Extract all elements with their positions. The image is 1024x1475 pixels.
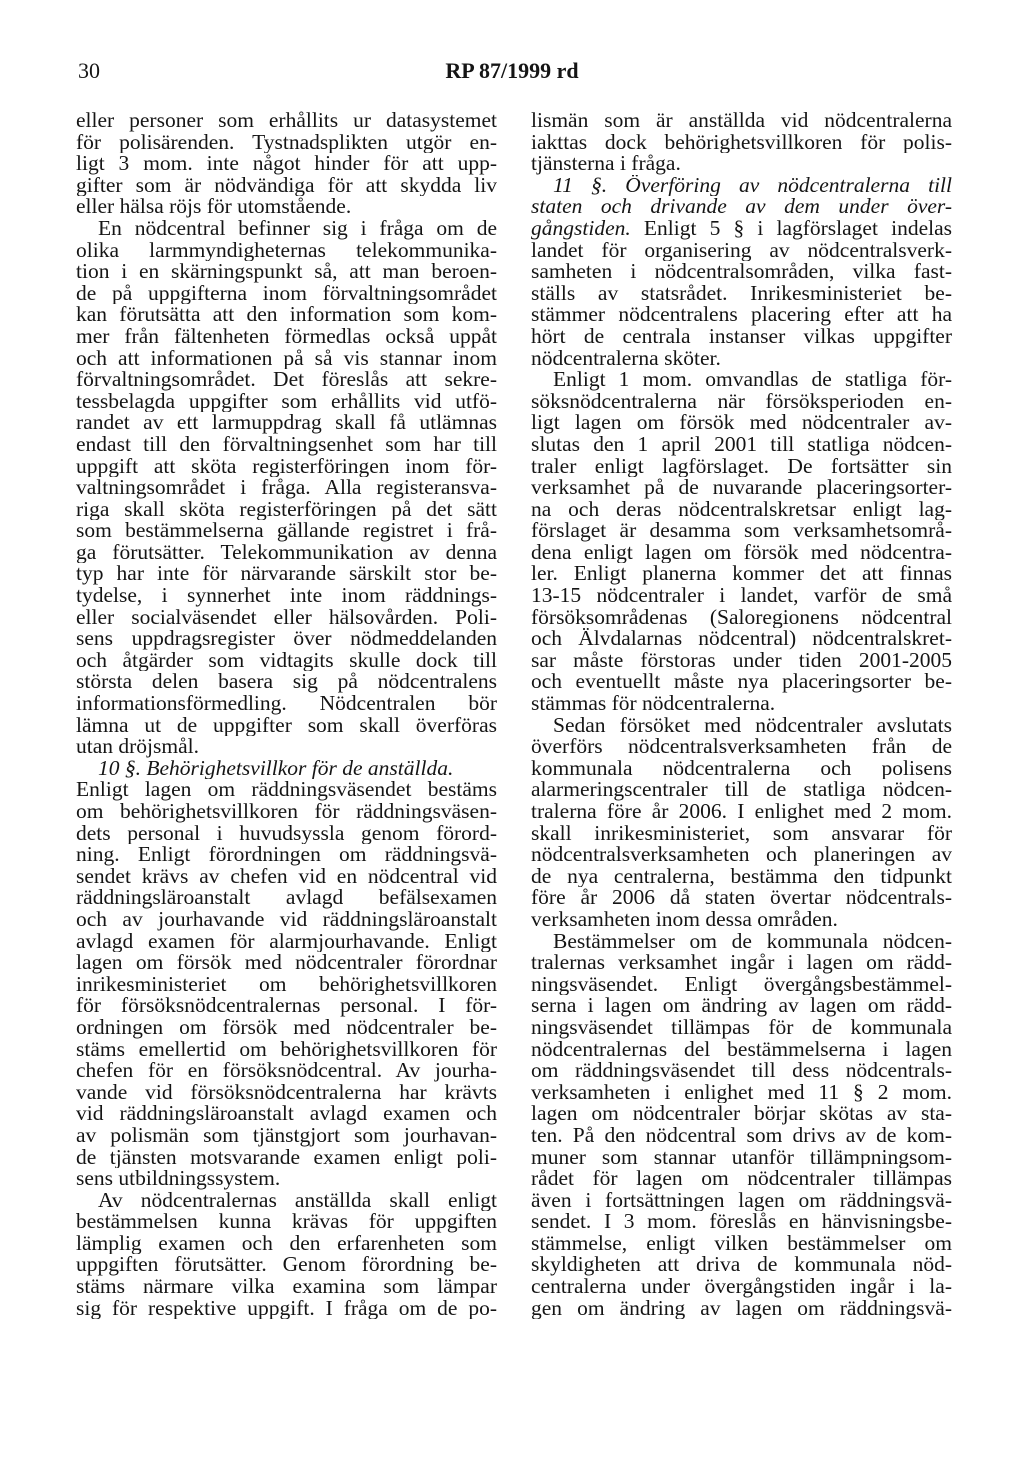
text-line: förslaget är desamma som verksamhetsområ-	[531, 520, 952, 542]
text-line: stämmas för nödcentralerna.	[531, 693, 776, 715]
text-line: största delen basera sig på nödcentralens	[76, 671, 497, 694]
text-line: lagen om nödcentraler börjar skötas av sta-	[531, 1103, 952, 1125]
text-line: sendet krävs av chefen vid en nödcentral vid	[76, 865, 497, 888]
text-line: 13-15 nödcentraler i landet, varför de små	[531, 585, 952, 607]
text-line: räddningsläroanstalt avlagd befälsexamen	[76, 887, 497, 909]
text-line: centralerna under övergångstiden ingår i la-	[531, 1276, 952, 1298]
text-line: valtningsområdet i fråga. Alla registeransva-	[76, 477, 497, 499]
text-line: stämmelse, enligt vilken bestämmelser om	[531, 1232, 952, 1255]
text-line: eller hälsa röjs för utomstående.	[76, 196, 352, 218]
text-line: före år 2006 då staten övertar nödcentrals-	[531, 887, 952, 909]
text-line: Enligt lagen om räddningsväsendet bestäms	[76, 779, 497, 801]
text-line: gångstiden. Enligt 5 § i lagförslaget indelas	[531, 217, 952, 240]
text-line: försöksområdenas (Saloregionens nödcentral	[531, 606, 952, 629]
text-line: verksamheten i enlighet med 11 § 2 mom.	[531, 1081, 952, 1104]
text-line: sens utbildningssystem.	[76, 1168, 281, 1190]
text-line: sar måste förstoras under tiden 2001-2005	[531, 649, 952, 672]
text-line: de nya centralerna, bestämma den tidpunkt	[531, 865, 952, 888]
text-line: staten och drivande av dem under över-	[531, 196, 952, 218]
text-line: skyldigheten att driva de kommunala nöd-	[531, 1254, 952, 1277]
left-column	[76, 110, 497, 1319]
text-line: randet av ett larmuppdrag skall få utlämnas	[76, 412, 497, 434]
text-line: nödcentralernas del bestämmelserna i lagen	[531, 1038, 952, 1061]
text-line: och Älvdalarnas nödcentral) nödcentralskret-	[531, 628, 952, 650]
text-line: och att informationen på så vis stannar inom	[76, 347, 497, 370]
text-line: vande vid försöksnödcentralerna har krävts	[76, 1081, 497, 1104]
text-line: sens uppdragsregister över nödmeddelanden	[76, 628, 497, 650]
text-line: dets personal i huvudsyssla genom förord-	[76, 822, 497, 845]
text-line: kommunala nödcentralerna och polisens	[531, 757, 952, 780]
text-line: ningsväsendet tillämpas för de kommunala	[531, 1016, 952, 1039]
text-line: ligt 3 mom. inte något hinder för att upp-	[76, 153, 497, 175]
text-line: inrikesministeriet om behörighetsvillkoren	[76, 973, 497, 996]
text-line: söksnödcentralerna när försöksperioden en-	[531, 390, 952, 413]
text-line: stäms närmare vilka examina som lämpar	[76, 1276, 497, 1298]
text-line: samheten i nödcentralsområden, vilka fast-	[531, 261, 952, 283]
text-line: bestämmelsen kunna krävas för uppgiften	[76, 1211, 497, 1233]
page-number: 30	[78, 58, 100, 83]
text-line: verksamhet på de nuvarande placeringsorter-	[531, 477, 952, 499]
text-line: och åtgärder som vidtagits skulle dock till	[76, 649, 497, 672]
text-line: gifter som är nödvändiga för att skydda liv	[76, 174, 497, 197]
text-line: ligt lagen om försök med nödcentraler av-	[531, 412, 952, 434]
text-line: 11 §. Överföring av nödcentralerna till	[553, 174, 952, 197]
text-line: Enligt 1 mom. omvandlas de statliga för-	[553, 369, 952, 391]
page-header	[0, 58, 1024, 88]
text-line: olika larmmyndigheternas telekommunika-	[76, 239, 497, 262]
text-line: vid räddningsläroanstalt avlagd examen och	[76, 1103, 497, 1125]
text-line: av polismän som tjänstgjort som jourhavan-	[76, 1124, 497, 1147]
text-line: Bestämmelser om de kommunala nödcen-	[553, 930, 952, 953]
text-line: tralerna före år 2006. I enlighet med 2 mom.	[531, 801, 952, 823]
text-line: ga förutsätter. Telekommunikation av denna	[76, 541, 497, 564]
text-line: traler enligt lagförslaget. De fortsätter sin	[531, 455, 952, 478]
text-line: gen om ändring av lagen om räddningsvä-	[531, 1297, 952, 1320]
text-line: iakttas dock behörighetsvillkoren för polis-	[531, 131, 952, 154]
text-line: lämna ut de uppgifter som skall överföras	[76, 714, 497, 737]
text-line: dena enligt lagen om försök med nödcentra-	[531, 541, 952, 564]
text-line: informationsförmedling. Nödcentralen bör	[76, 693, 497, 715]
text-line: nödcentralerna sköter.	[531, 347, 721, 370]
text-line: lagen om försök med nödcentraler förordnar	[76, 952, 497, 974]
text-line: sig för respektive uppgift. I fråga om de po-	[76, 1297, 497, 1320]
text-line: om behörighetsvillkoren för räddningsväsen-	[76, 801, 497, 823]
text-line: tralernas verksamhet ingår i lagen om rädd-	[531, 952, 952, 974]
text-line: och av jourhavande vid räddningsläroanstalt	[76, 908, 497, 931]
text-line: avlagd examen för alarmjourhavande. Enligt	[76, 930, 497, 953]
text-line: tion i en skärningspunkt så, att man beroen-	[76, 261, 497, 283]
text-line: ställs av statsrådet. Inrikesministeriet be-	[531, 282, 952, 305]
text-line: chefen för en försöksnödcentral. Av jourha-	[76, 1060, 497, 1082]
text-line: kan förutsätta att den information som kom-	[76, 304, 497, 326]
text-line: de på uppgifterna inom förvaltningsområdet	[76, 282, 497, 305]
text-line: ordningen om försök med nödcentraler be-	[76, 1016, 497, 1039]
text-line: endast till den förvaltningsenhet som har till	[76, 433, 497, 456]
text-line: rådet för lagen om nödcentraler tillämpas	[531, 1168, 952, 1190]
text-line: Av nödcentralernas anställda skall enligt	[98, 1189, 497, 1212]
text-line: ten. På den nödcentral som drivs av de kom-	[531, 1124, 952, 1147]
text-line: och eventuellt måste nya placeringsorter be-	[531, 671, 952, 694]
text-line: alarmeringscentraler till de statliga nödcen-	[531, 779, 952, 801]
text-line: ningsväsendet. Enligt övergångsbestämmel-	[531, 973, 952, 996]
text-line: tjänsterna i fråga.	[531, 153, 681, 175]
text-line: muner som stannar utanför tillämpningsom-	[531, 1146, 952, 1169]
text-line: eller socialväsendet eller hälsovården. Poli-	[76, 606, 497, 629]
right-column	[531, 110, 952, 1319]
text-line: uppgift att sköta registerföringen inom för-	[76, 455, 497, 478]
text-line: hört de centrala instanser vilkas uppgifter	[531, 325, 952, 348]
text-line: eller personer som erhållits ur datasystemet	[76, 110, 497, 132]
text-line: lismän som är anställda vid nödcentralerna	[531, 110, 952, 132]
text-line: En nödcentral befinner sig i fråga om de	[98, 217, 497, 240]
text-line: överförs nödcentralsverksamheten från de	[531, 736, 952, 758]
text-line: landet för organisering av nödcentralsverk-	[531, 239, 952, 262]
text-line: om räddningsväsendet till dess nödcentrals-	[531, 1060, 952, 1082]
text-line: ning. Enligt förordningen om räddningsvä-	[76, 844, 497, 866]
text-line: lämplig examen och den erfarenheten som	[76, 1232, 497, 1255]
text-line: slutas den 1 april 2001 till statliga nödcen-	[531, 433, 952, 456]
text-line: stäms emellertid om behörighetsvillkoren för	[76, 1038, 497, 1061]
text-line: för försöksnödcentralernas personal. I för-	[76, 995, 497, 1017]
text-line: skall inrikesministeriet, som ansvarar för	[531, 822, 952, 845]
text-line: ler. Enligt planerna kommer det att finnas	[531, 563, 952, 586]
italic-text: gångstiden.	[531, 217, 631, 240]
text-line: mer från fältenheten förmedlas också uppåt	[76, 325, 497, 348]
text-line: för polisärenden. Tystnadsplikten utgör en-	[76, 131, 497, 154]
text-line: verksamheten inom dessa områden.	[531, 908, 838, 931]
text-line: sendet. I 3 mom. föreslås en hänvisningsbe-	[531, 1211, 952, 1233]
text-line: tydelse, i synnerhet inte inom räddnings-	[76, 585, 497, 607]
text-line: riga skall sköta registerföringen på det sätt	[76, 498, 497, 521]
text-line: serna i lagen om ändring av lagen om rädd-	[531, 995, 952, 1017]
text-line: som bestämmelserna gällande registret i frå-	[76, 520, 497, 542]
text-line: de tjänsten motsvarande examen enligt poli-	[76, 1146, 497, 1169]
text-line: stämmer nödcentralens placering efter att ha	[531, 304, 952, 326]
text-line: nödcentralsverksamheten och planeringen av	[531, 844, 952, 866]
text-line: na och deras nödcentralskretsar enligt lag-	[531, 498, 952, 521]
text-line: tessbelagda uppgifter som erhållits vid utfö-	[76, 390, 497, 413]
text-line: Sedan försöket med nödcentraler avslutats	[553, 714, 952, 737]
text-line: även i fortsättningen lagen om räddningsvä-	[531, 1189, 952, 1212]
text-line: 10 §. Behörighetsvillkor för de anställda.	[98, 757, 454, 780]
document-id: RP 87/1999 rd	[445, 58, 579, 83]
text-line: förvaltningsområdet. Det föreslås att sekre-	[76, 369, 497, 391]
text-line: typ har inte för närvarande särskilt stor be-	[76, 563, 497, 586]
text-line: uppgiften förutsätter. Genom förordning be-	[76, 1254, 497, 1277]
text-line: utan dröjsmål.	[76, 736, 200, 758]
